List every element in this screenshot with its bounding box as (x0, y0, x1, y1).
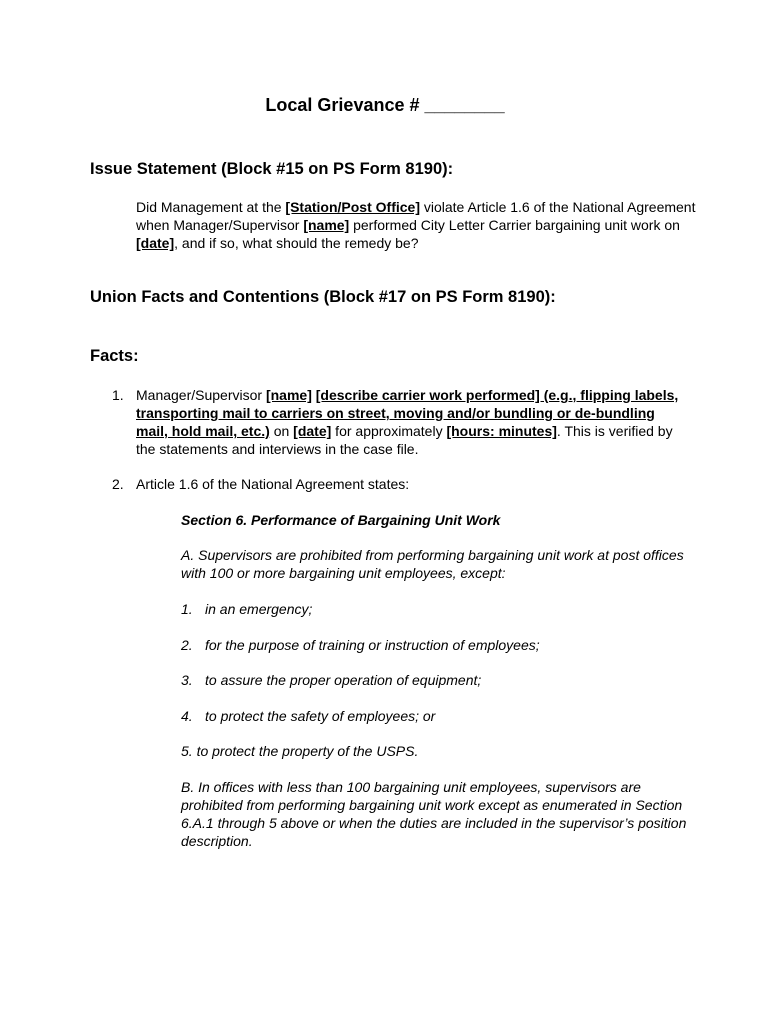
issue-text-2: violate Article 1.6 of the National Agreement when Manager/Supervisor (136, 199, 696, 233)
facts-heading: Facts: (90, 347, 139, 365)
section-6a-text: A. Supervisors are prohibited from performing bargaining unit work at post offices with 100 or more bargaining unit employees, except: (181, 547, 684, 581)
exception-item-1 (181, 600, 701, 618)
issue-statement-paragraph (136, 198, 696, 252)
exception-item-3-text: to assure the proper operation of equipment; (205, 672, 482, 688)
name-placeholder: [name] (303, 217, 350, 233)
exception-item-1-text: in an emergency; (205, 601, 313, 617)
exception-item-1-number: 1. (181, 601, 193, 617)
hours-placeholder: [hours: minutes] (446, 423, 557, 439)
issue-text-3: performed City Letter Carrier bargaining unit work on (349, 217, 680, 233)
exception-item-4-number: 4. (181, 708, 193, 724)
fact-1-text-3: on (269, 423, 294, 439)
fact-1-number: 1. (112, 387, 124, 403)
union-facts-heading: Union Facts and Contentions (Block #17 on PS Form 8190): (90, 288, 556, 306)
exception-item-3-number: 3. (181, 672, 193, 688)
grievance-title: Local Grievance # ________ (265, 95, 505, 115)
exception-item-2-text: for the purpose of training or instruction of employees; (205, 637, 540, 653)
work-description-placeholder: [describe carrier work performed] (e.g., flipping labels, transporting mail to carriers on street, moving and/or bundling or de-bundling mail, hold mail, etc.) (136, 387, 679, 439)
exception-item-2 (181, 636, 701, 654)
exception-item-4 (181, 707, 701, 725)
fact-1-name-placeholder: [name] (265, 387, 312, 403)
section-6-title: Section 6. Performance of Bargaining Unit Work (181, 512, 501, 528)
issue-text-1: Did Management at the (136, 199, 286, 215)
exception-item-4-text: to protect the safety of employees; or (205, 708, 436, 724)
section-6b-text: B. In offices with less than 100 bargaining unit employees, supervisors are prohibited from performing bargaining unit work except as enumerated in Section 6.A.1 through 5 above or when the duties are included in the supervisor’s position description. (181, 779, 687, 849)
fact-2-text: Article 1.6 of the National Agreement states: (136, 476, 410, 492)
fact-1-text-4: for approximately (331, 423, 447, 439)
station-placeholder: [Station/Post Office] (285, 199, 420, 215)
fact-1-text-1: Manager/Supervisor (136, 387, 266, 403)
issue-statement-heading: Issue Statement (Block #15 on PS Form 8190): (90, 160, 454, 178)
fact-1-date-placeholder: [date] (293, 423, 332, 439)
exception-item-3 (181, 671, 701, 689)
fact-1-paragraph (136, 386, 681, 458)
date-placeholder: [date] (136, 235, 175, 251)
fact-2-number: 2. (112, 476, 124, 492)
issue-text-4: , and if so, what should the remedy be? (174, 235, 419, 251)
exception-item-2-number: 2. (181, 637, 193, 653)
fact-1-text-5: . This is verified by the statements and interviews in the case file. (136, 423, 673, 457)
exception-item-5: 5. to protect the property of the USPS. (181, 743, 419, 759)
